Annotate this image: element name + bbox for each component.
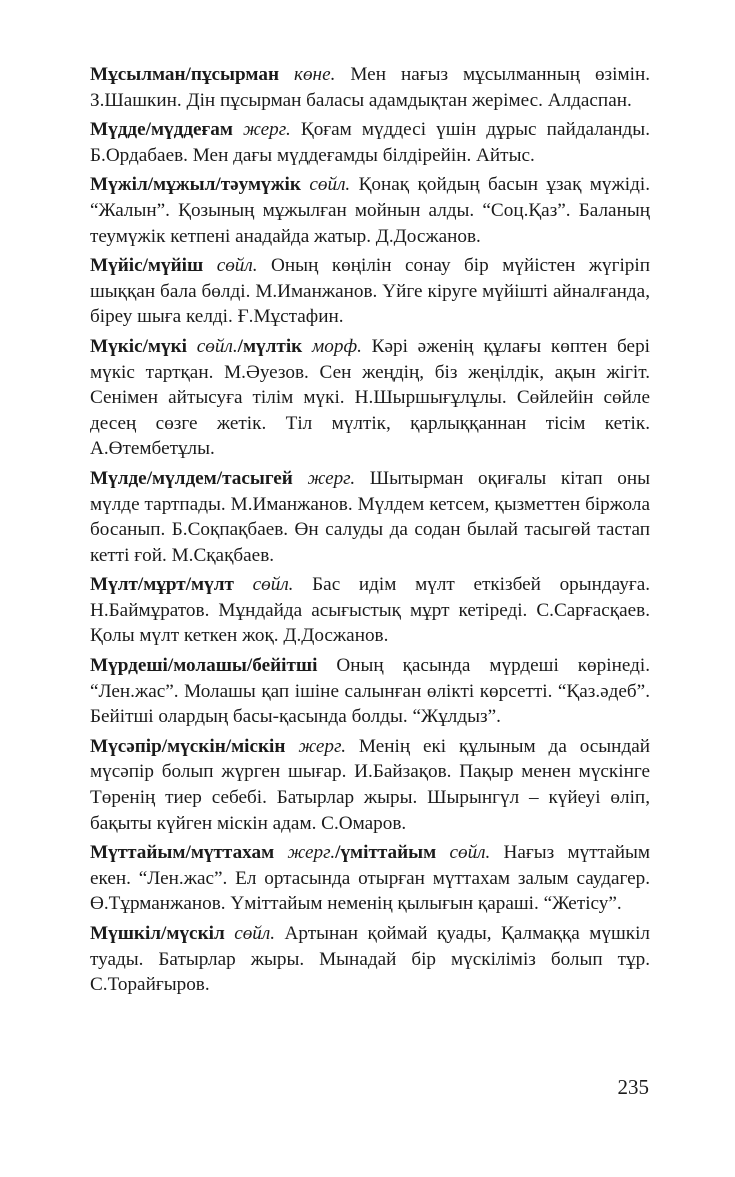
entry-text: Қоғам мүддесі үшін дұрыс пайдаланды. Б.Ордабаев. Мен дағы мүддеғамды білдірейін. Айтыс. (90, 119, 650, 166)
entry-headword: Мүттайым/мүттахам (90, 842, 275, 864)
entry-headword: Мүсәпір/мүскін/міскін (90, 735, 286, 757)
dictionary-entry (90, 572, 650, 649)
entry-headword: Мүдде/мүддеғам (90, 119, 233, 141)
entry-text: Оның қасында мүрдеші көрінеді. “Лен.жас”. Молашы қап ішіне салынған өлікті көрсетті. “Қаз.әдеб”. Бейітші олардың басы-қасында болды. “Жұлдыз”. (90, 655, 650, 728)
entry-text: Мен нағыз мұсылманның өзімін. З.Шашкин. Дін пұсырман баласы адамдықтан жерімес. Алдаспан. (90, 64, 651, 111)
entry-text: Артынан қоймай қуады, Қалмаққа мүшкіл туады. Батырлар жыры. Мынадай бір мүскіліміз болып тұр. С.Торайғыров. (90, 923, 651, 996)
dictionary-entry (90, 466, 650, 568)
entry-text: Оның көңілін сонау бір мүйістен жүгіріп шыққан бала бөлді. М.Иманжанов. Үйге кіруге мүйішті айналғанда, біреу шыға келді. Ғ.Мұстафин. (90, 255, 650, 328)
entry-usage-label: сөйл. (252, 574, 294, 596)
entry-usage-label: сөйл. (309, 174, 351, 196)
entry-usage-label-secondary: морф. (312, 335, 362, 357)
entry-usage-label: сөйл. (196, 335, 238, 357)
dictionary-entry (90, 117, 650, 168)
dictionary-entry (90, 921, 650, 998)
entry-headword-secondary: /үміттайым (335, 842, 437, 864)
dictionary-page (90, 62, 650, 1002)
dictionary-entry (90, 172, 650, 249)
entry-usage-label: жерг. (298, 735, 347, 757)
entry-text: Кәрі әженің құлағы көптен бері мүкіс тартқан. М.Әуезов. Сен жеңдің, біз жеңілдік, ақын жігіт. Сенімен айтысуға тілім мүкі. Н.Шыршығұлұлы. Сөйлейін сөйле десең сөзге жетік. Тіл мүлтік, қарлыққаннан тісім кетік. А.Өтембетұлы. (90, 335, 650, 460)
entry-text: Қонақ қойдың басын ұзақ мүжіді. “Жалын”. Қозының мұжылған мойнын алды. “Соц.Қаз”. Баланың теумүжік кетпені анадайда жатыр. Д.Досжанов. (90, 174, 650, 247)
dictionary-entry (90, 653, 650, 730)
entry-headword: Мүжіл/мұжыл/тәумүжік (90, 174, 301, 196)
entry-usage-label: көне. (293, 64, 336, 85)
entry-headword: Мүлде/мүлдем/тасыгей (90, 467, 293, 489)
entry-usage-label: жерг. (243, 119, 291, 141)
entry-usage-label: жерг. (307, 467, 356, 489)
dictionary-entry (90, 334, 650, 462)
entry-usage-label: сөйл. (234, 923, 276, 944)
entry-headword: Мүлт/мұрт/мүлт (90, 574, 234, 596)
dictionary-entry (90, 62, 650, 113)
entry-headword: Мүйіс/мүйіш (90, 255, 204, 277)
dictionary-entry (90, 734, 650, 836)
page-number: 235 (617, 1075, 649, 1099)
dictionary-entry (90, 840, 650, 917)
entry-headword-secondary: /мүлтік (237, 335, 303, 357)
entry-headword: Мүкіс/мүкі (90, 335, 187, 357)
entry-usage-label: жерг. (287, 842, 336, 864)
entry-text: Бас идім мүлт еткізбей орындауға. Н.Баймұратов. Мұндайда асығыстық мұрт кетіреді. С.Сарғасқаев. Қолы мүлт кеткен жоқ. Д.Досжанов. (90, 574, 651, 647)
entry-headword: Мұсылман/пұсырман (90, 64, 279, 85)
entry-text: Менің екі құлыным да осындай мүсәпір болып жүрген шығар. И.Байзақов. Пақыр менен мүскінге Төренің тиер себебі. Батырлар жыры. Шырынгүл – күйеуі өліп, бақыты күйген міскін адам. С.Омаров. (90, 735, 651, 834)
entry-text: Шытырман оқиғалы кітап оны мүлде тартпады. М.Иманжанов. Мүлдем кетсем, қызметтен біржола босанып. Б.Соқпақбаев. Өн салуды да содан былай тасыгөй тастап кетті ғой. М.Сқақбаев. (90, 467, 651, 566)
entry-usage-label-secondary: сөйл. (449, 842, 491, 864)
entry-usage-label: сөйл. (216, 255, 258, 277)
entry-headword: Мүрдеші/молашы/бейітші (90, 655, 318, 677)
dictionary-entry (90, 253, 650, 330)
entry-headword: Мүшкіл/мүскіл (90, 923, 225, 944)
entry-text: Нағыз мүттайым екен. “Лен.жас”. Ел ортасында отырған мүттахам залым саудагер. Ө.Тұрманжанов. Үміттайым неменің қылығын қараші. “Жетісу”. (90, 842, 651, 915)
